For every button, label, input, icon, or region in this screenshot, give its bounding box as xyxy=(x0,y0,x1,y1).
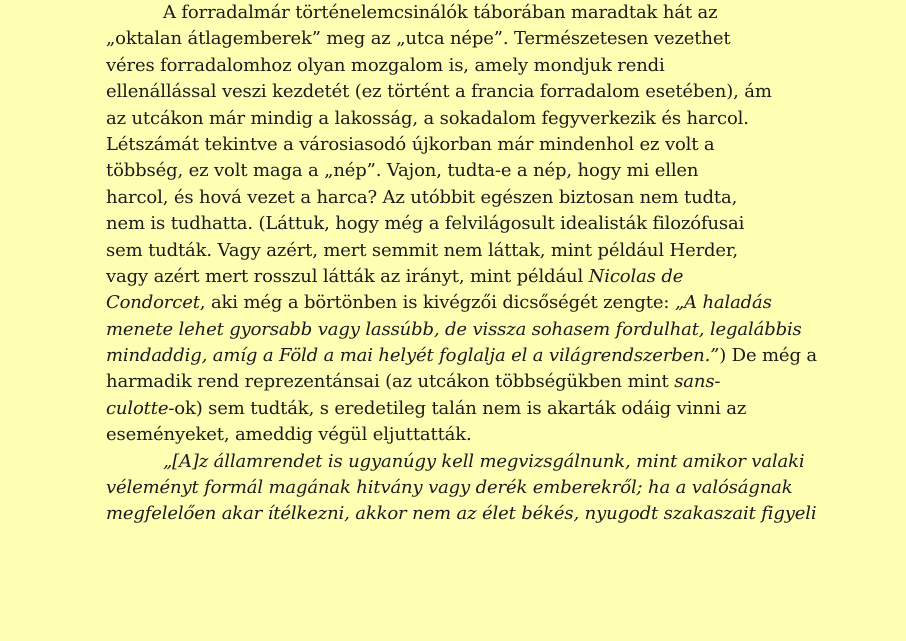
text-line xyxy=(106,53,806,79)
text-line xyxy=(106,475,806,501)
italic-text-segment: „A haladás xyxy=(674,292,772,314)
text-line xyxy=(106,369,806,395)
text-line xyxy=(106,26,806,52)
text-line xyxy=(106,290,806,316)
text-line xyxy=(106,396,806,422)
text-segment: „oktalan átlagemberek” meg az „utca népe”. Természetesen vezethet xyxy=(106,28,731,50)
text-line xyxy=(106,449,806,475)
text-line xyxy=(106,185,806,211)
text-line xyxy=(106,132,806,158)
text-line xyxy=(106,238,806,264)
text-segment: Létszámát tekintve a városiasodó újkorban már mindenhol ez volt a xyxy=(106,133,715,155)
italic-text-segment: mindaddig, amíg a Föld a mai helyét foglalja el a világrendszerben.” xyxy=(106,345,720,367)
italic-text-segment: Nicolas de xyxy=(588,265,684,287)
italic-text-segment: Condorcet xyxy=(106,292,200,314)
text-line xyxy=(106,264,806,290)
italic-text-segment: véleményt formál magának hitvány vagy derék emberekről; ha a valóságnak xyxy=(106,477,793,499)
italic-text-segment: megfelelően akar ítélkezni, akkor nem az élet békés, nyugodt szakaszait figyeli xyxy=(106,503,817,525)
text-segment: véres forradalomhoz olyan mozgalom is, amely mondjuk rendi xyxy=(106,54,665,76)
text-line xyxy=(106,343,817,369)
text-line xyxy=(106,317,806,343)
text-segment: , aki még a börtönben is kivégzői dicsőségét zengte: xyxy=(199,292,675,314)
text-segment: A forradalmár történelemcsinálók táborában maradtak hát az xyxy=(163,2,718,23)
text-segment: -ok) sem tudták, s eredetileg talán nem is akarták odáig vinni az xyxy=(168,397,747,419)
text-line xyxy=(106,501,817,527)
body-text xyxy=(106,0,817,528)
text-segment: az utcákon már mindig a lakosság, a sokadalom fegyverkezik és harcol. xyxy=(106,107,749,129)
text-segment: vagy azért mert rosszul látták az irányt, mint például xyxy=(106,265,589,287)
text-line xyxy=(106,422,806,448)
text-segment: többség, ez volt maga a „nép”. Vajon, tudta-e a nép, hogy mi ellen xyxy=(106,160,699,182)
text-segment: harmadik rend reprezentánsai (az utcákon többségükben mint xyxy=(106,371,675,393)
italic-text-segment: culotte xyxy=(106,397,169,419)
italic-text-segment: menete lehet gyorsabb vagy lassúbb, de vissza sohasem fordulhat, legalábbis xyxy=(106,318,802,340)
text-line xyxy=(106,106,806,132)
text-segment: harcol, és hová vezet a harca? Az utóbbit egészen biztosan nem tudta, xyxy=(106,186,738,208)
italic-text-segment: „[A]z államrendet is ugyanúgy kell megvizsgálnunk, mint amikor valaki xyxy=(163,450,805,472)
text-segment: ) De még a xyxy=(719,345,817,367)
text-line xyxy=(106,0,806,26)
text-line xyxy=(106,211,806,237)
text-segment: sem tudták. Vagy azért, mert semmit nem láttak, mint például Herder, xyxy=(106,239,738,261)
text-line xyxy=(106,158,806,184)
text-segment: nem is tudhatta. (Láttuk, hogy még a felvilágosult idealisták filozófusai xyxy=(106,213,745,235)
text-segment: eseményeket, ameddig végül eljuttatták. xyxy=(106,424,472,446)
text-segment: ellenállással veszi kezdetét (ez történt a francia forradalom esetében), ám xyxy=(106,81,772,103)
italic-text-segment: sans- xyxy=(674,371,721,393)
text-line xyxy=(106,79,806,105)
paragraph-2 xyxy=(106,449,817,528)
paragraph-1 xyxy=(106,0,817,449)
